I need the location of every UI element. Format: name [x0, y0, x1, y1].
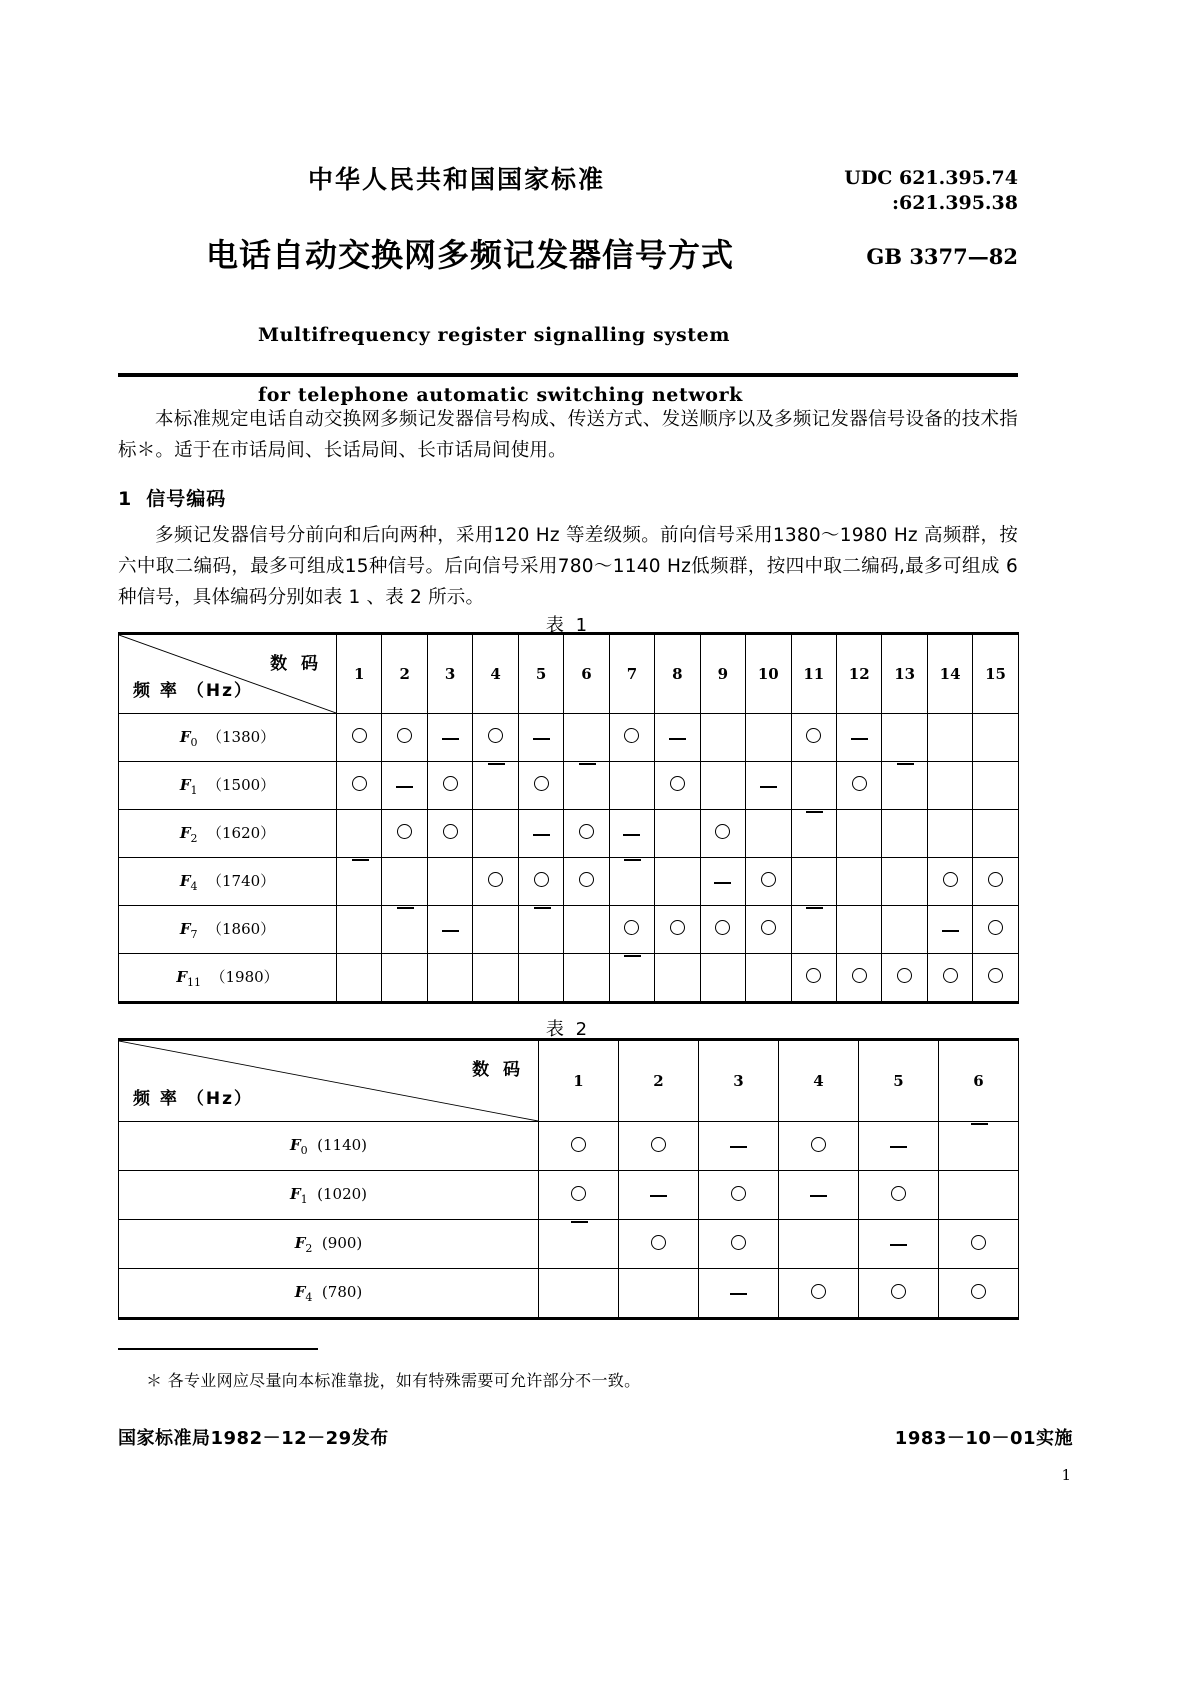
column-header-10: 10 — [746, 634, 791, 714]
dash-mark-spanning — [579, 763, 596, 765]
circle-mark — [397, 824, 412, 839]
signal-cell — [836, 810, 881, 858]
signal-cell — [836, 954, 881, 1003]
signal-cell — [700, 906, 745, 954]
dash-mark-spanning — [488, 763, 505, 765]
circle-mark — [352, 728, 367, 743]
signal-cell — [609, 762, 654, 810]
signal-cell — [791, 954, 836, 1003]
column-header-4: 4 — [473, 634, 518, 714]
column-header-3: 3 — [427, 634, 472, 714]
signal-cell — [791, 906, 836, 954]
signal-cell — [882, 762, 927, 810]
circle-mark — [534, 872, 549, 887]
table-row — [119, 1122, 1019, 1171]
signal-cell — [927, 714, 972, 762]
column-header-2: 2 — [619, 1040, 699, 1122]
circle-mark — [971, 1284, 986, 1299]
dash-mark — [730, 1293, 747, 1295]
circle-mark — [488, 728, 503, 743]
diagonal-divider-icon — [119, 635, 336, 713]
section-heading-1 — [118, 484, 226, 511]
column-header-15: 15 — [973, 634, 1018, 714]
signal-cell — [609, 810, 654, 858]
signal-cell — [427, 858, 472, 906]
table-row — [119, 714, 1019, 762]
frequency-label-cell: $F_2$ （1620） — [119, 810, 337, 858]
footnote-text: ＊ 各专业网应尽量向本标准靠拢，如有特殊需要可允许部分不一致。 — [146, 1371, 641, 1390]
signal-cell — [473, 954, 518, 1003]
column-header-14: 14 — [927, 634, 972, 714]
dash-mark-spanning — [397, 907, 414, 909]
signal-cell — [836, 714, 881, 762]
frequency-label-cell: $F_0$ （1380） — [119, 714, 337, 762]
signal-cell — [939, 1220, 1019, 1269]
corner-label-code: 数 码 — [270, 654, 322, 674]
table-1-caption: 表 1 — [545, 615, 591, 636]
signal-cell — [539, 1220, 619, 1269]
signal-cell — [882, 954, 927, 1003]
frequency-label-cell: $F_1$ （1500） — [119, 762, 337, 810]
signal-cell — [337, 906, 382, 954]
circle-mark — [806, 968, 821, 983]
dash-mark-spanning — [624, 859, 641, 861]
circle-mark — [443, 776, 458, 791]
signal-cell — [337, 810, 382, 858]
frequency-label-cell: $F_4$ （1740） — [119, 858, 337, 906]
signal-cell — [518, 714, 563, 762]
circle-mark — [443, 824, 458, 839]
signal-cell — [609, 858, 654, 906]
signal-cell — [700, 810, 745, 858]
corner-label-code: 数 码 — [472, 1060, 524, 1080]
circle-mark — [670, 776, 685, 791]
signal-cell — [973, 858, 1018, 906]
dash-mark — [669, 738, 686, 740]
signal-cell — [700, 954, 745, 1003]
column-header-8: 8 — [655, 634, 700, 714]
signal-cell — [539, 1171, 619, 1220]
scope-paragraph: 本标准规定电话自动交换网多频记发器信号构成、传送方式、发送顺序以及多频记发器信号设备的技术指标＊。适于在市话局间、长话局间、长市话局间使用。 — [118, 409, 1018, 461]
circle-mark — [571, 1137, 586, 1152]
signal-cell — [609, 906, 654, 954]
udc-line-2: :621.395.38 — [891, 192, 1018, 214]
signal-cell — [836, 906, 881, 954]
effective-date: 1983－10－01实施 — [894, 1428, 1073, 1449]
signal-cell — [655, 858, 700, 906]
signal-cell — [382, 762, 427, 810]
circle-mark — [811, 1137, 826, 1152]
signal-cell — [655, 762, 700, 810]
signal-cell — [619, 1220, 699, 1269]
signal-cell — [609, 954, 654, 1003]
dash-mark-spanning — [571, 1221, 588, 1223]
signal-cell — [746, 762, 791, 810]
signal-cell — [655, 954, 700, 1003]
signal-cell — [927, 810, 972, 858]
circle-mark — [897, 968, 912, 983]
footnote-divider — [118, 1348, 318, 1350]
signal-cell — [427, 714, 472, 762]
signal-cell — [700, 714, 745, 762]
page-title-english — [258, 290, 743, 410]
signal-cell — [539, 1269, 619, 1319]
signal-cell — [655, 714, 700, 762]
corner-label-frequency: 频 率 （Hz） — [133, 681, 253, 701]
circle-mark — [971, 1235, 986, 1250]
section-number: 1 — [118, 488, 133, 510]
signal-cell — [564, 858, 609, 906]
table-header-row — [119, 1040, 1019, 1122]
circle-mark — [852, 776, 867, 791]
signal-cell — [939, 1122, 1019, 1171]
column-header-12: 12 — [836, 634, 881, 714]
signal-cell — [473, 810, 518, 858]
signal-cell — [746, 906, 791, 954]
table-row — [119, 1171, 1019, 1220]
column-header-13: 13 — [882, 634, 927, 714]
signal-cell — [939, 1269, 1019, 1319]
signal-cell — [746, 714, 791, 762]
table-row — [119, 1269, 1019, 1319]
signal-cell — [791, 762, 836, 810]
table-header-row — [119, 634, 1019, 714]
dash-mark — [442, 738, 459, 740]
signal-cell — [619, 1171, 699, 1220]
signal-cell — [973, 954, 1018, 1003]
signal-cell — [973, 906, 1018, 954]
circle-mark — [943, 872, 958, 887]
signal-cell — [337, 858, 382, 906]
issuing-authority: 国家标准局1982－12－29发布 — [118, 1428, 389, 1449]
frequency-label-cell: $F_0$ (1140) — [119, 1122, 539, 1171]
signal-cell — [518, 858, 563, 906]
signal-cell — [518, 954, 563, 1003]
signal-cell — [882, 714, 927, 762]
column-header-6: 6 — [939, 1040, 1019, 1122]
circle-mark — [651, 1235, 666, 1250]
signal-cell — [609, 714, 654, 762]
circle-mark — [715, 920, 730, 935]
dash-mark — [623, 834, 640, 836]
table-corner-header — [119, 634, 337, 714]
column-header-3: 3 — [699, 1040, 779, 1122]
dash-mark-spanning — [624, 955, 641, 957]
dash-mark — [533, 834, 550, 836]
signal-cell — [619, 1269, 699, 1319]
frequency-label-cell: $F_{11}$ （1980） — [119, 954, 337, 1003]
title-en-line-2: for telephone automatic switching network — [258, 384, 743, 406]
signal-cell — [973, 714, 1018, 762]
signal-cell — [779, 1122, 859, 1171]
table-row — [119, 858, 1019, 906]
signal-cell — [564, 906, 609, 954]
circle-mark — [624, 920, 639, 935]
signal-cell — [564, 810, 609, 858]
circle-mark — [579, 824, 594, 839]
dash-mark-spanning — [534, 907, 551, 909]
circle-mark — [352, 776, 367, 791]
circle-mark — [731, 1235, 746, 1250]
signal-cell — [882, 858, 927, 906]
table-2-caption: 表 2 — [545, 1019, 591, 1040]
circle-mark — [761, 920, 776, 935]
signal-cell — [836, 858, 881, 906]
signal-cell — [427, 954, 472, 1003]
dash-mark — [533, 738, 550, 740]
signal-cell — [791, 858, 836, 906]
circle-mark — [988, 920, 1003, 935]
dash-mark-spanning — [971, 1123, 988, 1125]
signal-cell — [746, 810, 791, 858]
signal-cell — [382, 906, 427, 954]
circle-mark — [397, 728, 412, 743]
corner-label-frequency: 频 率 （Hz） — [133, 1089, 253, 1109]
signal-cell — [882, 810, 927, 858]
title-en-line-1: Multifrequency register signalling system — [258, 324, 731, 346]
signal-cell — [791, 810, 836, 858]
header-divider — [118, 373, 1018, 377]
dash-mark — [942, 930, 959, 932]
circle-mark — [761, 872, 776, 887]
signal-cell — [973, 810, 1018, 858]
circle-mark — [731, 1186, 746, 1201]
signal-cell — [746, 858, 791, 906]
signal-cell — [619, 1122, 699, 1171]
signal-cell — [427, 906, 472, 954]
circle-mark — [624, 728, 639, 743]
circle-mark — [811, 1284, 826, 1299]
table-row — [119, 954, 1019, 1003]
column-header-6: 6 — [564, 634, 609, 714]
signal-cell — [564, 954, 609, 1003]
signal-cell — [518, 762, 563, 810]
signal-cell — [836, 762, 881, 810]
column-header-5: 5 — [518, 634, 563, 714]
signal-cell — [859, 1220, 939, 1269]
signal-cell — [473, 906, 518, 954]
circle-mark — [988, 968, 1003, 983]
document-header — [118, 150, 1018, 406]
dash-mark-spanning — [806, 811, 823, 813]
signal-cell — [518, 906, 563, 954]
signal-cell — [699, 1220, 779, 1269]
column-header-9: 9 — [700, 634, 745, 714]
signal-cell — [791, 714, 836, 762]
frequency-label-cell: $F_2$ (900) — [119, 1220, 539, 1269]
dash-mark — [760, 786, 777, 788]
signal-cell — [427, 810, 472, 858]
section-title: 信号编码 — [146, 488, 227, 510]
dash-mark-spanning — [897, 763, 914, 765]
standard-number: GB 3377—82 — [866, 244, 1018, 269]
signal-cell — [746, 954, 791, 1003]
column-header-5: 5 — [859, 1040, 939, 1122]
signal-cell — [539, 1122, 619, 1171]
page-title-chinese: 电话自动交换网多频记发器信号方式 — [206, 236, 735, 274]
signal-cell — [337, 762, 382, 810]
signal-cell — [655, 810, 700, 858]
section-1-paragraph: 多频记发器信号分前向和后向两种，采用120 Hz 等差级频。前向信号采用1380～1980 Hz 高频群，按六中取二编码，最多可组成15种信号。后向信号采用780～1140 Hz低频群，按四中取二编码,最多可组成 6 种信号，具体编码分别如表 1 、表 2 所示。 — [118, 525, 1018, 608]
table-row — [119, 762, 1019, 810]
circle-mark — [891, 1186, 906, 1201]
frequency-label-cell: $F_4$ (780) — [119, 1269, 539, 1319]
signal-cell — [564, 714, 609, 762]
circle-mark — [670, 920, 685, 935]
circle-mark — [488, 872, 503, 887]
signal-cell — [859, 1122, 939, 1171]
dash-mark — [714, 882, 731, 884]
signal-cell — [564, 762, 609, 810]
column-header-2: 2 — [382, 634, 427, 714]
dash-mark — [890, 1146, 907, 1148]
signal-cell — [927, 954, 972, 1003]
circle-mark — [534, 776, 549, 791]
frequency-label-cell: $F_7$ （1860） — [119, 906, 337, 954]
dash-mark — [442, 930, 459, 932]
signal-cell — [427, 762, 472, 810]
table-1-signal-coding — [118, 632, 1019, 1004]
signal-cell — [939, 1171, 1019, 1220]
table-row — [119, 906, 1019, 954]
page-number: 1 — [1061, 1466, 1071, 1484]
udc-line-1: UDC 621.395.74 — [844, 167, 1018, 189]
national-standard-label: 中华人民共和国国家标准 — [308, 165, 606, 194]
dash-mark — [890, 1244, 907, 1246]
signal-cell — [779, 1171, 859, 1220]
signal-cell — [927, 762, 972, 810]
signal-cell — [927, 906, 972, 954]
signal-cell — [473, 714, 518, 762]
signal-cell — [518, 810, 563, 858]
signal-cell — [473, 858, 518, 906]
table-2-signal-coding — [118, 1038, 1019, 1320]
dash-mark — [396, 786, 413, 788]
column-header-7: 7 — [609, 634, 654, 714]
signal-cell — [337, 954, 382, 1003]
signal-cell — [779, 1220, 859, 1269]
signal-cell — [382, 810, 427, 858]
circle-mark — [943, 968, 958, 983]
dash-mark-spanning — [806, 907, 823, 909]
circle-mark — [579, 872, 594, 887]
circle-mark — [891, 1284, 906, 1299]
table-row — [119, 1220, 1019, 1269]
table-corner-header — [119, 1040, 539, 1122]
dash-mark — [650, 1195, 667, 1197]
signal-cell — [699, 1171, 779, 1220]
signal-cell — [382, 714, 427, 762]
column-header-1: 1 — [337, 634, 382, 714]
signal-cell — [859, 1171, 939, 1220]
table-row — [119, 810, 1019, 858]
column-header-4: 4 — [779, 1040, 859, 1122]
circle-mark — [988, 872, 1003, 887]
signal-cell — [973, 762, 1018, 810]
udc-number — [818, 166, 1018, 216]
signal-cell — [337, 714, 382, 762]
signal-cell — [859, 1269, 939, 1319]
circle-mark — [571, 1186, 586, 1201]
dash-mark — [810, 1195, 827, 1197]
circle-mark — [651, 1137, 666, 1152]
signal-cell — [473, 762, 518, 810]
signal-cell — [699, 1269, 779, 1319]
frequency-label-cell: $F_1$ (1020) — [119, 1171, 539, 1220]
circle-mark — [806, 728, 821, 743]
signal-cell — [882, 906, 927, 954]
dash-mark — [851, 738, 868, 740]
circle-mark — [852, 968, 867, 983]
signal-cell — [699, 1122, 779, 1171]
column-header-11: 11 — [791, 634, 836, 714]
signal-cell — [655, 906, 700, 954]
signal-cell — [700, 762, 745, 810]
signal-cell — [779, 1269, 859, 1319]
dash-mark-spanning — [352, 859, 369, 861]
signal-cell — [927, 858, 972, 906]
column-header-1: 1 — [539, 1040, 619, 1122]
signal-cell — [382, 858, 427, 906]
dash-mark — [730, 1146, 747, 1148]
circle-mark — [715, 824, 730, 839]
signal-cell — [382, 954, 427, 1003]
diagonal-divider-icon — [119, 1041, 538, 1121]
signal-cell — [700, 858, 745, 906]
